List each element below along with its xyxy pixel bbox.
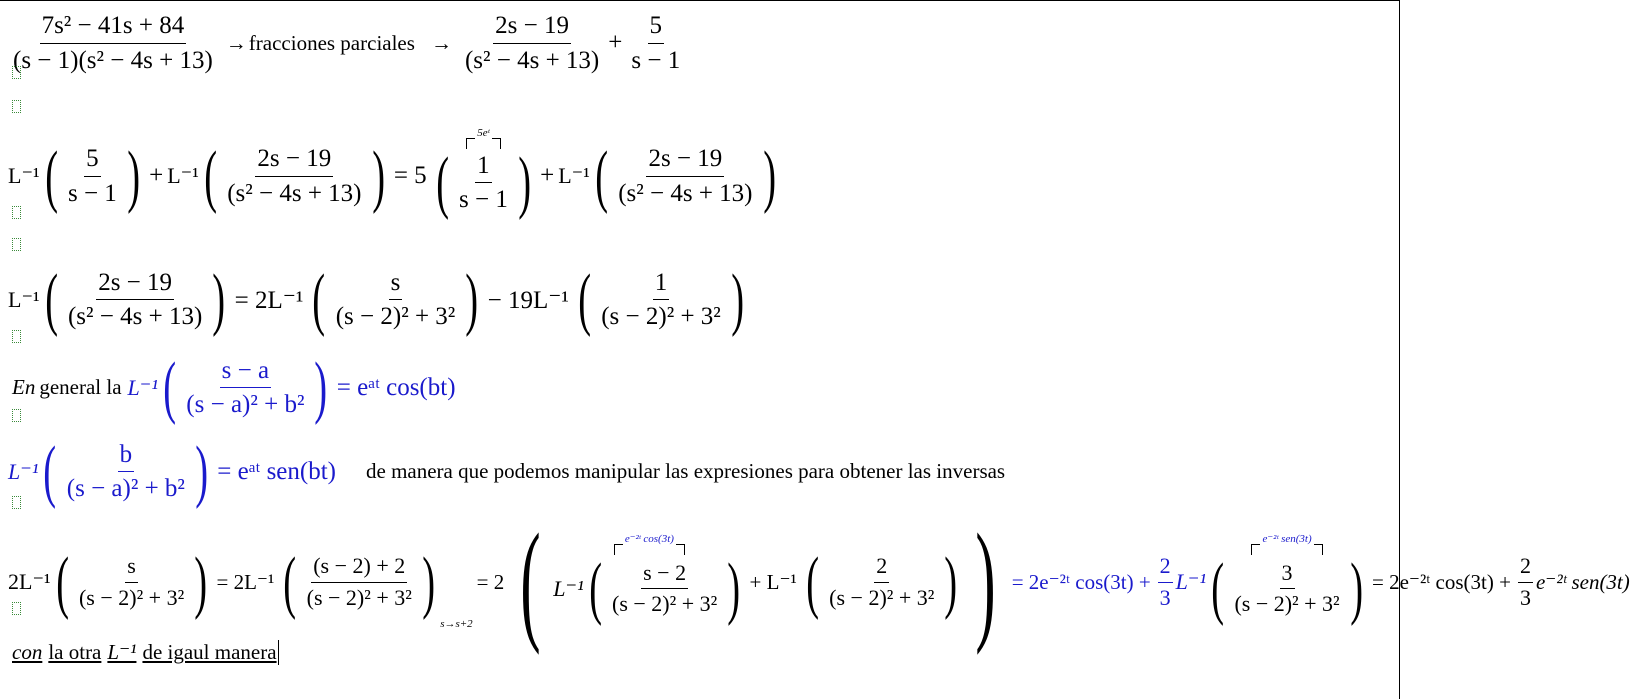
- general-cos-line: En general la L⁻¹ ( s − a (s − a)² + b² ) = eᵃᵗ cos(bt): [12, 349, 456, 426]
- arrow: →: [225, 30, 247, 55]
- region-marker[interactable]: [12, 602, 21, 615]
- overbrace-group: 5eᵗ ( 1 s − 1 ): [435, 127, 531, 221]
- original-fraction: [11, 12, 215, 74]
- partial-fraction-line: $\frac{\text{7s² − 41s + 84}}{\text{(s − 1)(s² − 4s + 13)}}$ → fracciones parciales → 2s − 19 (s² − 4s + 13) + $\frac{5}{s - 1}$: [13, 12, 681, 74]
- general-sen-line: L⁻¹ ( b (s − a)² + b² ) = eᵃᵗ sen(bt) de manera que podemos manipular las expresiones para obtener las inversas: [8, 433, 1006, 510]
- region-marker[interactable]: [12, 66, 21, 79]
- label-text: fracciones parciales: [248, 30, 415, 55]
- arrow: →: [430, 30, 452, 55]
- inverse-expand-line: L⁻¹ ( 2s − 19 (s² − 4s + 13) ) = 2L⁻¹ ( s (s − 2)² + 3² ) − 19L⁻¹ ( 1 (s − 2)² + 3² ): [8, 261, 744, 338]
- region-marker[interactable]: [12, 100, 21, 113]
- inverse-split-line: L⁻¹ ( 5 s − 1 ) + L⁻¹ ( 2s − 19 (s² − 4s + 13) ) = 5 5eᵗ ( 1 s − 1 ) + L⁻¹ ( 2s − 19 (s² − 4s + 13) ): [8, 127, 776, 221]
- region-marker[interactable]: [12, 496, 21, 509]
- fraction-denominator: (s − 1)(s² − 4s + 13): [13, 46, 213, 74]
- closing-note-line: con la otra L⁻¹ de igaul manera: [12, 640, 277, 664]
- fraction-term-2: $\frac{5}{s - 1}$: [631, 12, 681, 74]
- region-marker[interactable]: [12, 238, 21, 251]
- region-marker[interactable]: [12, 330, 21, 343]
- final-derivation-line: 2L⁻¹ ( s (s − 2)² + 3² ) = 2L⁻¹ ( (s − 2) + 2 (s − 2)² + 3² ) s→s+2 = 2 ( e⁻²ᵗ cos(3t) L⁻¹ ( s − 2 (s − 2)² + 3² ) + L⁻¹ ( 2 (s − 2)² + 3² ) ) = 2e⁻²ᵗ cos(3t) + $\frac{2}{3}$ L⁻¹ e⁻²ᵗ sen(3t) ( 3 (s − 2)² + 3² ) = 2e⁻²ᵗ cos(3t) + $\frac{2}{3}$ e⁻²ᵗ sen(3t): [8, 507, 1630, 656]
- fraction-term-1: 2s − 19 (s² − 4s + 13): [464, 12, 600, 74]
- fraction-numerator: 7s² − 41s + 84: [40, 12, 187, 44]
- region-marker[interactable]: [12, 409, 21, 422]
- region-marker[interactable]: [12, 206, 21, 219]
